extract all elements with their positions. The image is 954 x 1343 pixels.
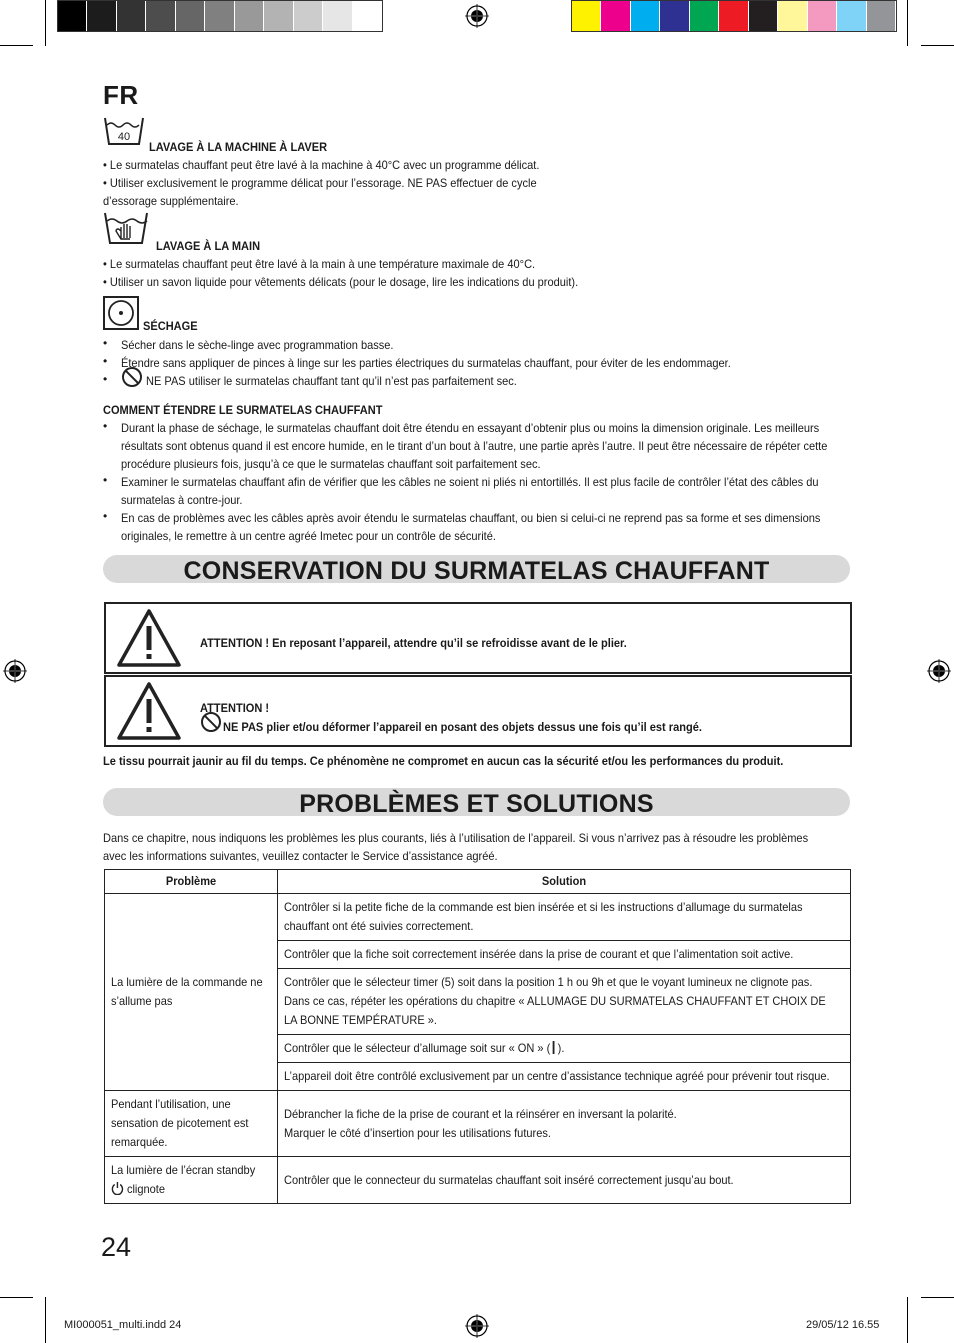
machine-wash-40-icon [103,116,145,146]
prohibited-icon [121,366,143,388]
prohibited-icon [200,711,222,733]
bullet: • [103,354,108,368]
section-banner [103,555,850,583]
bullet: • [103,509,108,523]
color-swatch [808,1,836,31]
column-header-solution: Solution [278,870,851,894]
color-swatch [601,1,629,31]
problems-intro: Dans ce chapitre, nous indiquons les problèmes les plus courants, liés à l’utilisation de l’appareil. Si vous n’arrivez pas à résoudre les problèmes [103,831,809,845]
column-header-problem: Problème [105,870,278,894]
color-swatch [660,1,688,31]
hand-wash-icon [103,211,149,245]
machine-wash-line: d’essorage supplémentaire. [103,194,239,208]
table-row [105,1157,851,1204]
color-swatch [867,1,895,31]
spread-heading: COMMENT ÉTENDRE LE SURMATELAS CHAUFFANT [103,403,383,417]
drying-bullet: NE PAS utiliser le surmatelas chauffant tant qu’il n’est pas parfaitement sec. [146,374,517,388]
tumble-dry-low-icon [103,296,139,330]
language-label: FR [103,80,139,110]
color-swatch [837,1,865,31]
color-swatch [176,1,204,31]
registration-mark-icon [465,1314,489,1338]
solution-cell: Contrôler que le sélecteur d’allumage soit sur « ON » ( ). [278,1035,851,1063]
color-swatch [264,1,292,31]
solution-cell: Contrôler si la petite fiche de la commande est bien insérée et si les instructions d’allumage du surmatelas chauffant ont été suivies correctement. [278,894,851,941]
solution-cell: Contrôler que la fiche soit correctement insérée dans la prise de courant et que l’alimentation soit active. [278,941,851,969]
problem-cell: La lumière de l’écran standby clignote [105,1157,278,1204]
crop-mark [921,1297,954,1298]
crop-mark [0,1297,33,1298]
fabric-note: Le tissu pourrait jaunir au fil du temps. Ce phénomène ne compromet en aucun cas la sécurité et/ou les performances du produit. [103,754,784,768]
problem-cell: Pendant l’utilisation, une sensation de picotement est remarquée. [105,1091,278,1157]
color-swatch [690,1,718,31]
table-header-row [105,870,851,894]
crop-mark [907,0,908,46]
crop-mark [0,45,33,46]
page-number: 24 [101,1232,132,1262]
footer-date: 29/05/12 16.55 [806,1319,880,1331]
color-swatch [117,1,145,31]
machine-wash-line: • Le surmatelas chauffant peut être lavé à la machine à 40°C avec un programme délicat. [103,158,540,172]
table-row [105,1091,851,1157]
color-swatch [719,1,747,31]
solution-cell: L’appareil doit être contrôlé exclusivement par un centre d’assistance technique agréé pour prévenir tout risque. [278,1063,851,1091]
bullet: • [103,336,108,350]
machine-wash-line: • Utiliser exclusivement le programme délicat pour l’essorage. NE PAS effectuer de cycle [103,176,537,190]
warning-box [104,602,852,674]
crop-mark [907,1297,908,1343]
hand-wash-line: • Utiliser un savon liquide pour vêtements délicats (pour le dosage, lire les indications du produit). [103,275,579,289]
hand-wash-line: • Le surmatelas chauffant peut être lavé à la main à une température maximale de 40°C. [103,257,536,271]
solution-cell: Contrôler que le connecteur du surmatelas chauffant soit inséré correctement jusqu’au bout. [278,1157,851,1204]
bullet: • [103,372,108,386]
drying-bullet: Sécher dans le sèche-linge avec programmation basse. [121,338,394,352]
section-title: PROBLÈMES ET SOLUTIONS [299,790,654,818]
spread-bullet: Durant la phase de séchage, le surmatelas chauffant doit être étendu en essayant d’obtenir plus ou moins la dimension originale. Les meilleurs résultats sont obtenus quand il est encore humide, en le tirant d’un bout à l’autre, une partie après l’autre. Il peut être nécessaire de répéter cette procédure plusieurs fois, jusqu’à ce que le surmatelas chauffant soit parfaitement sec. [121,421,828,471]
drying-heading: SÉCHAGE [143,319,198,333]
gray-color-bar [57,0,383,32]
registration-mark-icon [927,659,951,683]
problems-intro: avec les informations suivantes, veuillez contacter le Service d’assistance agréé. [103,849,498,863]
color-swatch [205,1,233,31]
warning-box [104,675,852,747]
crop-mark [45,0,46,46]
bullet: • [103,473,108,487]
section-title: CONSERVATION DU SURMATELAS CHAUFFANT [183,557,770,585]
registration-mark-icon [3,659,27,683]
color-swatch [323,1,351,31]
solution-cell: Contrôler que le sélecteur timer (5) soit dans la position 1 h ou 9h et que le voyant lumineux ne clignote pas. Dans ce cas, répéter les opérations du chapitre « ALLUMAGE DU SURMATELAS CHAUFFANT ET CHOIX DE LA BONNE TEMPÉRATURE ». [278,969,851,1035]
svg-text:40: 40 [117,131,131,143]
color-swatch [294,1,322,31]
warning-text: NE PAS plier et/ou déformer l’appareil en posant des objets dessus une fois qu’il est rangé. [223,720,702,734]
crop-mark [45,1297,46,1343]
spread-bullet: En cas de problèmes avec les câbles après avoir étendu le surmatelas chauffant, ou bien si celui-ci ne reprend pas sa forme et ses dimensions originales, le remettre à un centre agréé Imetec pour un contrôle de sécurité. [121,511,821,543]
problem-cell: La lumière de la commande ne s’allume pas [105,894,278,1091]
color-swatch [778,1,806,31]
warning-text: ATTENTION ! En reposant l’appareil, attendre qu’il se refroidisse avant de le plier. [200,636,627,650]
spread-bullet: Examiner le surmatelas chauffant afin de vérifier que les câbles ne soient ni pliés ni entortillés. Il est plus facile de contrôler l’état des câbles du surmatelas à contre-jour. [121,475,819,507]
standby-power-icon [111,1181,124,1195]
warning-title: ATTENTION ! [200,701,270,715]
color-swatch [146,1,174,31]
color-swatch [631,1,659,31]
crop-mark [921,45,954,46]
problems-table [104,869,851,1204]
section-banner [103,788,850,816]
footer-file: MI000051_multi.indd 24 [64,1319,182,1331]
solution-cell: Débrancher la fiche de la prise de courant et la réinsérer en inversant la polarité. Marquer le côté d’insertion pour les utilisations futures. [278,1091,851,1157]
registration-mark-icon [465,4,489,28]
color-swatch [749,1,777,31]
bullet: • [103,419,108,433]
drying-bullet: Étendre sans appliquer de pinces à linge sur les parties électriques du surmatelas chauffant, pour éviter de les endommager. [121,356,731,370]
machine-wash-heading: LAVAGE À LA MACHINE À LAVER [149,140,328,154]
hand-wash-heading: LAVAGE À LA MAIN [156,239,261,253]
color-swatch [58,1,86,31]
table-row [105,894,851,941]
color-swatch [87,1,115,31]
warning-triangle-icon [116,608,182,668]
color-swatch [235,1,263,31]
color-swatch [572,1,600,31]
cmyk-color-bar [571,0,897,32]
warning-triangle-icon [116,681,182,741]
color-swatch [353,1,381,31]
